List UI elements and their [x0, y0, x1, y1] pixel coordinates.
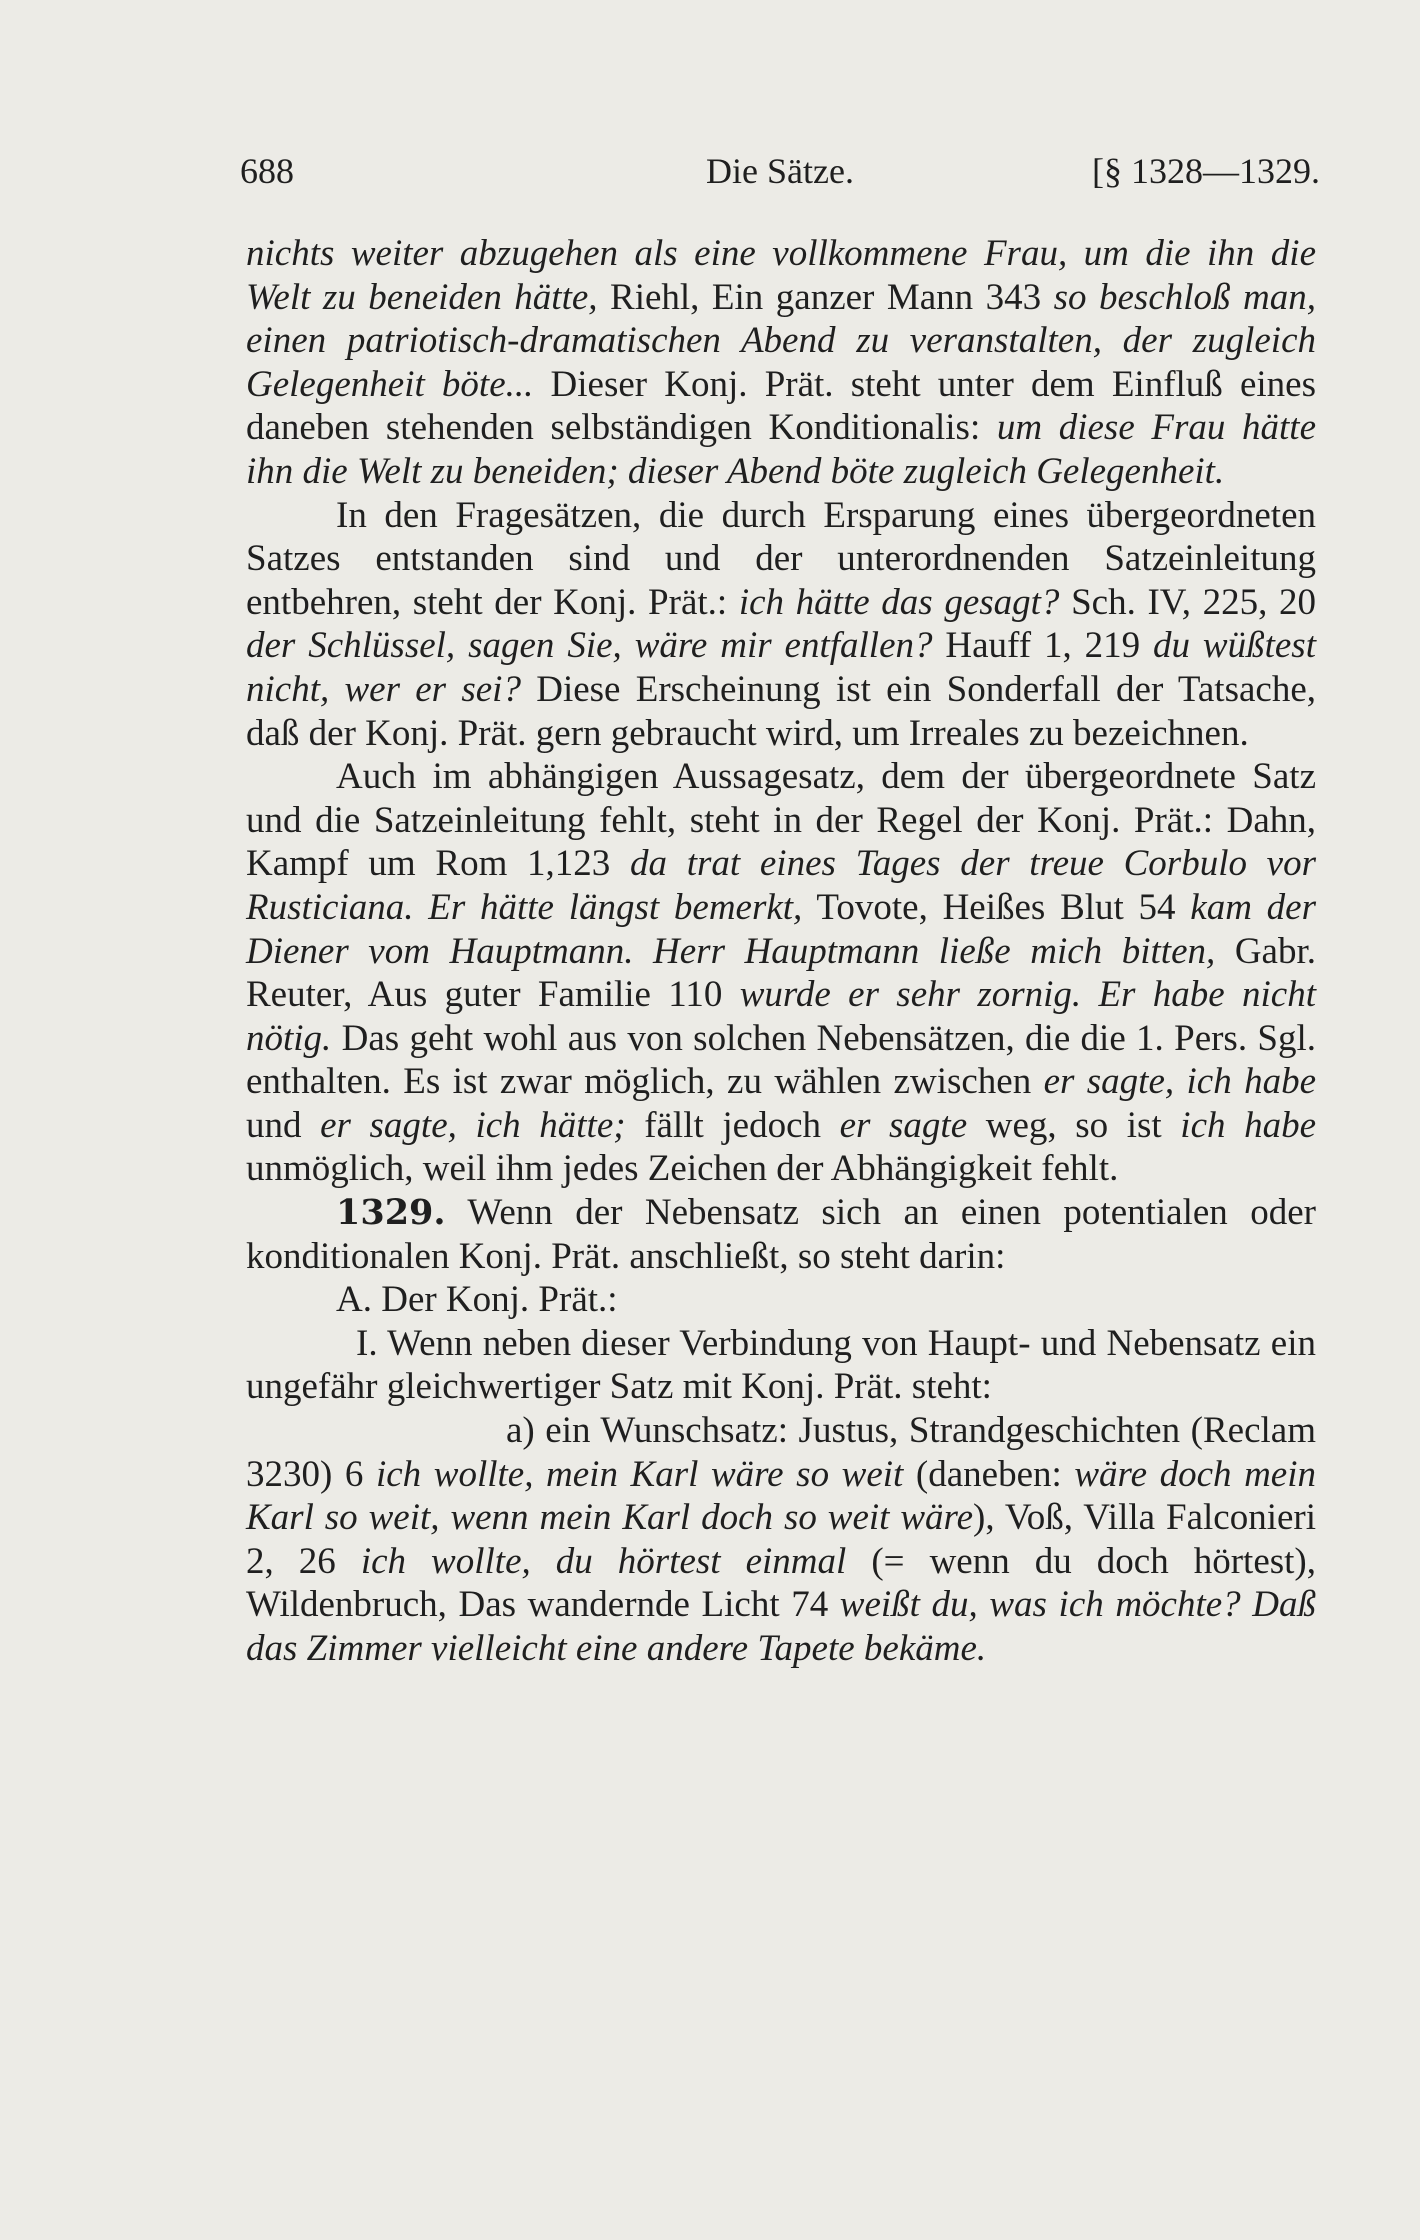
section-1329-text: Wenn der Nebensatz sich an einen potentialen oder konditionalen Konj. Prät. anschließt, so steht darin:: [246, 1192, 1316, 1277]
italic-example-p1-1: ich hätte das gesagt?: [738, 581, 1060, 623]
text-run-suba-0: a) ein Wunschsatz: Justus, Strandgeschichten (Reclam 3230) 6: [246, 1410, 1316, 1495]
text-run-p2-2: Tovote, Heißes Blut 54: [802, 886, 1191, 928]
italic-example-suba-3: wäre doch mein Karl so weit, wenn mein Karl doch so weit wäre: [246, 1453, 1316, 1539]
paragraph-aussagesatz: [246, 755, 1316, 1191]
italic-example-p2-7: er sagte, ich habe: [1043, 1061, 1316, 1103]
italic-example-p0-0: nichts weiter abzugehen als eine vollkommene Frau, um die ihn die Welt zu beneiden hätte,: [246, 233, 1316, 318]
italic-example-suba-5: ich wollte, du hörtest einmal: [360, 1540, 847, 1582]
italic-example-suba-1: ich wollte, mein Karl wäre so weit: [375, 1453, 904, 1495]
running-header: [240, 150, 1320, 194]
text-run-p2-12: weg, so ist: [967, 1104, 1181, 1146]
text-run-p2-14: unmöglich, weil ihm jedes Zeichen der Abhängigkeit fehlt.: [246, 1148, 1119, 1190]
italic-example-suba-7: weißt du, was ich möchte? Daß das Zimmer vielleicht eine andere Tapete bekäme.: [246, 1584, 1316, 1669]
italic-example-p1-3: der Schlüssel, sagen Sie, wäre mir entfallen?: [246, 625, 933, 667]
italic-example-p2-11: er sagte: [839, 1104, 968, 1146]
text-run-p1-4: Hauff 1, 219: [932, 625, 1154, 667]
italic-example-p2-1: da trat eines Tages der treue Corbulo vor Rusticiana. Er hätte längst bemerkt,: [246, 843, 1317, 928]
paragraph-continuation: [246, 232, 1316, 494]
subheading-a: A. Der Konj. Prät.:: [336, 1279, 618, 1321]
section-number: 1329.: [336, 1192, 446, 1234]
italic-example-p1-5: du wüßtest nicht, wer er sei?: [246, 625, 1316, 710]
italic-example-p2-13: ich habe: [1180, 1104, 1317, 1146]
text-run-p2-6: Das geht wohl aus von solchen Nebensätzen, die die 1. Pers. Sgl. enthalten. Es ist zwar möglich, zu wählen zwischen: [246, 1017, 1316, 1103]
text-run-suba-4: ), Voß, Villa Falconieri 2, 26: [246, 1497, 1316, 1582]
text-run-p2-0: Auch im abhängigen Aussagesatz, dem der übergeordnete Satz und die Satzeinleitung fehlt, steht in der Regel der Konj. Prät.: Dahn, Kampf um Rom 1,123: [246, 756, 1316, 885]
italic-example-p0-4: um diese Frau hätte ihn die Welt zu beneiden; dieser Abend böte zugleich Gelegenheit.: [246, 407, 1316, 492]
section-1329-paragraph: [246, 1191, 1316, 1278]
text-run-p2-10: fällt jedoch: [625, 1104, 840, 1146]
paragraph-fragesaetze: [246, 494, 1316, 756]
text-run-p0-3: Dieser Konj. Prät. steht unter dem Einfluß eines daneben stehenden selbständigen Konditionalis:: [246, 363, 1317, 449]
italic-example-p0-2: so beschloß man, einen patriotisch-dramatischen Abend zu veranstalten, der zugleich Gelegenheit böte...: [246, 276, 1316, 405]
italic-example-p2-9: er sagte, ich hätte;: [320, 1104, 626, 1146]
page-body: [246, 232, 1316, 1671]
paragraph-wunschsatz: [246, 1409, 1316, 1671]
text-run-p0-1: Riehl, Ein ganzer Mann 343: [597, 276, 1054, 318]
text-run-p1-6: Diese Erscheinung ist ein Sonderfall der Tatsache, daß der Konj. Prät. gern gebraucht wird, um Irreales zu bezeichnen.: [246, 668, 1316, 754]
text-run-p2-8: und: [246, 1104, 321, 1146]
text-run-p1-0: In den Fragesätzen, die durch Ersparung eines übergeordneten Satzes entstanden sind und der unterordnenden Satzeinleitung entbehren, steht der Konj. Prät.:: [246, 494, 1316, 623]
italic-example-p2-3: kam der Diener vom Hauptmann. Herr Hauptmann ließe mich bitten,: [246, 886, 1316, 972]
text-run-p1-2: Sch. IV, 225, 20: [1059, 581, 1317, 623]
text-run-suba-2: (daneben:: [903, 1453, 1075, 1495]
text-run-suba-6: (= wenn du doch hörtest), Wildenbruch, Das wandernde Licht 74: [246, 1540, 1316, 1626]
text-run-p2-4: Gabr. Reuter, Aus guter Familie 110: [246, 930, 1316, 1016]
italic-example-p2-5: wurde er sehr zornig. Er habe nicht nötig.: [246, 974, 1316, 1059]
section-range: [§ 1328—1329.: [1092, 151, 1320, 191]
running-title: Die Sätze.: [706, 151, 854, 191]
subheading-i: I. Wenn neben dieser Verbindung von Haupt- und Nebensatz ein ungefähr gleichwertiger Satz mit Konj. Prät. steht:: [246, 1322, 1316, 1408]
page-number: 688: [240, 151, 294, 191]
